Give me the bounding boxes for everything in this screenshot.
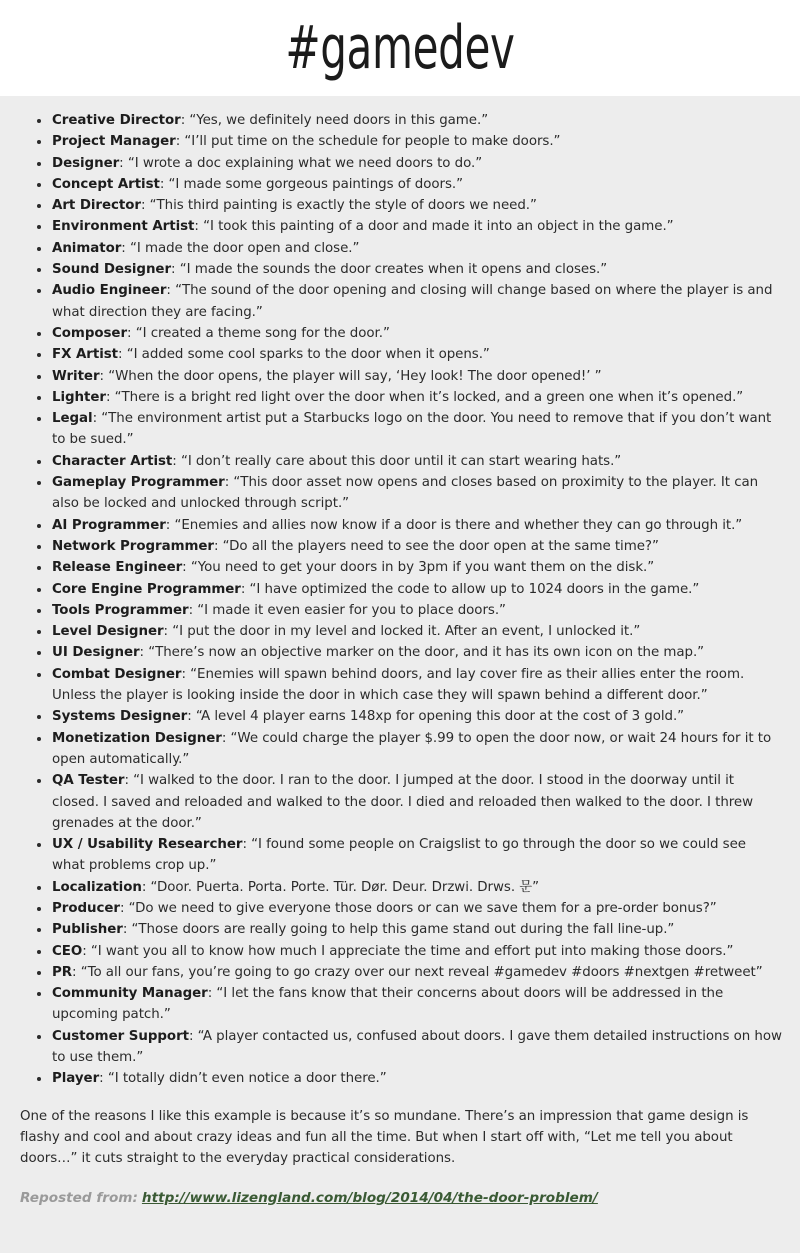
- list-item: Systems Designer: “A level 4 player earns 148xp for opening this door at the cost of 3 gold.”: [30, 706, 782, 727]
- role-label: Player: [52, 1071, 100, 1087]
- list-item: Monetization Designer: “We could charge the player $.99 to open the door now, or wait 24 hours for it to open automatically.”: [30, 728, 782, 771]
- role-label: Release Engineer: [52, 560, 183, 576]
- list-item: Environment Artist: “I took this painting of a door and made it into an object in the game.”: [30, 216, 782, 237]
- list-item: Creative Director: “Yes, we definitely need doors in this game.”: [30, 110, 782, 131]
- list-item: Legal: “The environment artist put a Starbucks logo on the door. You need to remove that if you don’t want to be sued.”: [30, 408, 782, 451]
- role-quote: “I don’t really care about this door until it can start wearing hats.”: [180, 453, 622, 469]
- role-quote: “Those doors are really going to help this game stand out during the fall line-up.”: [131, 922, 675, 938]
- list-item: UX / Usability Researcher: “I found some people on Craigslist to go through the door so we could see what problems crop up.”: [30, 834, 782, 877]
- role-label: Producer: [52, 900, 120, 916]
- list-item: Project Manager: “I’ll put time on the schedule for people to make doors.”: [30, 131, 782, 152]
- role-quote: “I found some people on Craigslist to go through the door so we could see what problems crop up.”: [52, 837, 746, 874]
- list-item: Network Programmer: “Do all the players need to see the door open at the same time?”: [30, 536, 782, 557]
- role-label: Gameplay Programmer: [52, 475, 225, 491]
- role-label: Composer: [52, 325, 128, 341]
- list-item: Player: “I totally didn’t even notice a door there.”: [30, 1068, 782, 1089]
- list-item: Animator: “I made the door open and close.”: [30, 238, 782, 259]
- role-label: Network Programmer: [52, 538, 214, 554]
- role-quote: “I totally didn’t even notice a door there.”: [107, 1071, 387, 1087]
- list-item: Tools Programmer: “I made it even easier for you to place doors.”: [30, 600, 782, 621]
- source-link[interactable]: http://www.lizengland.com/blog/2014/04/the-door-problem/: [141, 1189, 598, 1206]
- role-quote: “Yes, we definitely need doors in this game.”: [189, 113, 489, 128]
- role-quote: “I’ll put time on the schedule for people to make doors.”: [184, 134, 561, 150]
- list-item: AI Programmer: “Enemies and allies now know if a door is there and whether they can go through it.”: [30, 515, 782, 536]
- role-quote-list: [18, 110, 782, 1090]
- role-label: Audio Engineer: [52, 283, 167, 299]
- header-band: [0, 0, 800, 96]
- list-item: Lighter: “There is a bright red light over the door when it’s locked, and a green one when it’s opened.”: [30, 387, 782, 408]
- role-label: Animator: [52, 240, 122, 256]
- role-label: Core Engine Programmer: [52, 581, 241, 597]
- role-quote: “Enemies will spawn behind doors, and lay cover fire as their allies enter the room. Unless the player is looking inside the door in which case they will spawn behind a different door.”: [52, 666, 745, 704]
- list-item: PR: “To all our fans, you’re going to go crazy over our next reveal #gamedev #doors #nextgen #retweet”: [30, 962, 782, 983]
- list-item: Character Artist: “I don’t really care about this door until it can start wearing hats.”: [30, 451, 782, 472]
- role-label: Localization: [52, 879, 142, 895]
- role-label: Combat Designer: [52, 666, 182, 682]
- role-quote: “We could charge the player $.99 to open the door now, or wait 24 hours for it to open automatically.”: [52, 730, 772, 767]
- list-item: Writer: “When the door opens, the player will say, ‘Hey look! The door opened!’ ”: [30, 366, 782, 387]
- role-label: Publisher: [52, 922, 123, 938]
- role-quote: “This door asset now opens and closes based on proximity to the player. It can also be locked and unlocked through script.”: [52, 475, 759, 512]
- role-label: Character Artist: [52, 453, 173, 469]
- list-item: Level Designer: “I put the door in my level and locked it. After an event, I unlocked it.”: [30, 621, 782, 642]
- list-item: Audio Engineer: “The sound of the door opening and closing will change based on where the player is and what direction they are facing.”: [30, 280, 782, 323]
- role-quote: “The sound of the door opening and closing will change based on where the player is and what direction they are facing.”: [52, 283, 773, 320]
- role-label: Lighter: [52, 389, 106, 405]
- role-quote: “A player contacted us, confused about doors. I gave them detailed instructions on how to use them.”: [52, 1028, 782, 1066]
- role-quote: “I made the door open and close.”: [129, 240, 360, 256]
- repost-attribution: [18, 1190, 782, 1206]
- list-item: UI Designer: “There’s now an objective marker on the door, and it has its own icon on the map.”: [30, 642, 782, 663]
- role-label: Project Manager: [52, 134, 176, 150]
- role-label: Monetization Designer: [52, 730, 222, 746]
- role-label: Designer: [52, 155, 120, 171]
- role-label: Level Designer: [52, 624, 164, 640]
- role-quote: “The environment artist put a Starbucks logo on the door. You need to remove that if you don’t want to be sued.”: [52, 411, 772, 448]
- page-title: #gamedev: [285, 13, 515, 83]
- role-quote: “I wrote a doc explaining what we need doors to do.”: [127, 155, 483, 171]
- role-label: AI Programmer: [52, 517, 166, 533]
- role-label: UI Designer: [52, 645, 140, 661]
- role-quote: “I want you all to know how much I appreciate the time and effort put into making those doors.”: [90, 943, 734, 959]
- role-quote: “Do we need to give everyone those doors or can we save them for a pre-order bonus?”: [128, 900, 717, 916]
- role-label: Art Director: [52, 198, 141, 214]
- list-item: Community Manager: “I let the fans know that their concerns about doors will be addressed in the upcoming patch.”: [30, 983, 782, 1026]
- list-item: Customer Support: “A player contacted us, confused about doors. I gave them detailed instructions on how to use them.”: [30, 1026, 782, 1069]
- role-quote: “To all our fans, you’re going to go crazy over our next reveal #gamedev #doors #nextgen #retweet”: [80, 964, 763, 980]
- role-quote: “I took this painting of a door and made it into an object in the game.”: [203, 219, 674, 235]
- role-label: Community Manager: [52, 986, 208, 1002]
- role-quote: “There is a bright red light over the door when it’s locked, and a green one when it’s opened.”: [114, 389, 744, 405]
- list-item: Concept Artist: “I made some gorgeous paintings of doors.”: [30, 174, 782, 195]
- role-quote: “Do all the players need to see the door open at the same time?”: [222, 538, 659, 554]
- role-quote: “I have optimized the code to allow up to 1024 doors in the game.”: [249, 581, 700, 597]
- role-label: QA Tester: [52, 773, 125, 789]
- role-label: Legal: [52, 411, 93, 427]
- role-quote: “This third painting is exactly the style of doors we need.”: [149, 198, 537, 214]
- role-quote: “I made it even easier for you to place doors.”: [197, 602, 506, 618]
- role-quote: “When the door opens, the player will say, ‘Hey look! The door opened!’ ”: [108, 368, 602, 384]
- repost-label: Reposted from:: [20, 1189, 138, 1206]
- list-item: Composer: “I created a theme song for the door.”: [30, 323, 782, 344]
- role-quote: “I let the fans know that their concerns about doors will be addressed in the upcoming patch.”: [52, 986, 724, 1023]
- role-label: Systems Designer: [52, 709, 188, 725]
- role-label: PR: [52, 964, 73, 980]
- role-label: Sound Designer: [52, 262, 172, 278]
- list-item: Sound Designer: “I made the sounds the door creates when it opens and closes.”: [30, 259, 782, 280]
- list-item: Localization: “Door. Puerta. Porta. Porte. Tür. Dør. Deur. Drzwi. Drws. 문”: [30, 877, 782, 898]
- role-label: UX / Usability Researcher: [52, 837, 243, 853]
- role-quote: “I put the door in my level and locked it. After an event, I unlocked it.”: [172, 624, 641, 640]
- closing-paragraph: One of the reasons I like this example is because it’s so mundane. There’s an impression that game design is flashy and cool and about crazy ideas and fun all the time. But when I start off with, “Let me tell you about doors…” it cuts straight to the everyday practical considerations.: [20, 1108, 749, 1167]
- role-quote: “A level 4 player earns 148xp for opening this door at the cost of 3 gold.”: [195, 709, 685, 725]
- role-quote: “I created a theme song for the door.”: [135, 325, 390, 341]
- list-item: FX Artist: “I added some cool sparks to the door when it opens.”: [30, 344, 782, 365]
- role-quote: “Door. Puerta. Porta. Porte. Tür. Dør. Deur. Drzwi. Drws. 문”: [150, 879, 540, 895]
- role-quote: “Enemies and allies now know if a door is there and whether they can go through it.”: [174, 517, 743, 533]
- role-quote: “I made the sounds the door creates when it opens and closes.”: [179, 262, 608, 278]
- role-label: Concept Artist: [52, 176, 160, 192]
- role-quote: “There’s now an objective marker on the door, and it has its own icon on the map.”: [148, 645, 705, 661]
- role-label: FX Artist: [52, 347, 119, 363]
- list-item: Publisher: “Those doors are really going to help this game stand out during the fall line-up.”: [30, 919, 782, 940]
- role-quote: “I made some gorgeous paintings of doors.”: [168, 176, 463, 192]
- list-item: Gameplay Programmer: “This door asset now opens and closes based on proximity to the player. It can also be locked and unlocked through script.”: [30, 472, 782, 515]
- list-item: Combat Designer: “Enemies will spawn behind doors, and lay cover fire as their allies enter the room. Unless the player is looking inside the door in which case they will spawn behind a different door.”: [30, 664, 782, 707]
- role-label: Writer: [52, 368, 100, 384]
- list-item: Designer: “I wrote a doc explaining what we need doors to do.”: [30, 153, 782, 174]
- role-quote: “I added some cool sparks to the door when it opens.”: [126, 347, 490, 363]
- content-panel: [0, 96, 800, 1253]
- role-quote: “I walked to the door. I ran to the door. I jumped at the door. I stood in the doorway until it closed. I saved and reloaded and walked to the door. I died and reloaded then walked to the door. I threw grenades at the door.”: [52, 773, 754, 831]
- list-item: Art Director: “This third painting is exactly the style of doors we need.”: [30, 195, 782, 216]
- role-quote: “You need to get your doors in by 3pm if you want them on the disk.”: [190, 560, 655, 576]
- role-label: Customer Support: [52, 1028, 189, 1044]
- list-item: Core Engine Programmer: “I have optimized the code to allow up to 1024 doors in the game.”: [30, 579, 782, 600]
- list-item: QA Tester: “I walked to the door. I ran to the door. I jumped at the door. I stood in the doorway until it closed. I saved and reloaded and walked to the door. I died and reloaded then walked to the door. I threw grenades at the door.”: [30, 770, 782, 834]
- role-label: CEO: [52, 943, 83, 959]
- list-item: CEO: “I want you all to know how much I appreciate the time and effort put into making those doors.”: [30, 941, 782, 962]
- role-label: Environment Artist: [52, 219, 195, 235]
- role-label: Tools Programmer: [52, 602, 189, 618]
- role-label: Creative Director: [52, 113, 181, 128]
- list-item: Release Engineer: “You need to get your doors in by 3pm if you want them on the disk.”: [30, 557, 782, 578]
- list-item: Producer: “Do we need to give everyone those doors or can we save them for a pre-order bonus?”: [30, 898, 782, 919]
